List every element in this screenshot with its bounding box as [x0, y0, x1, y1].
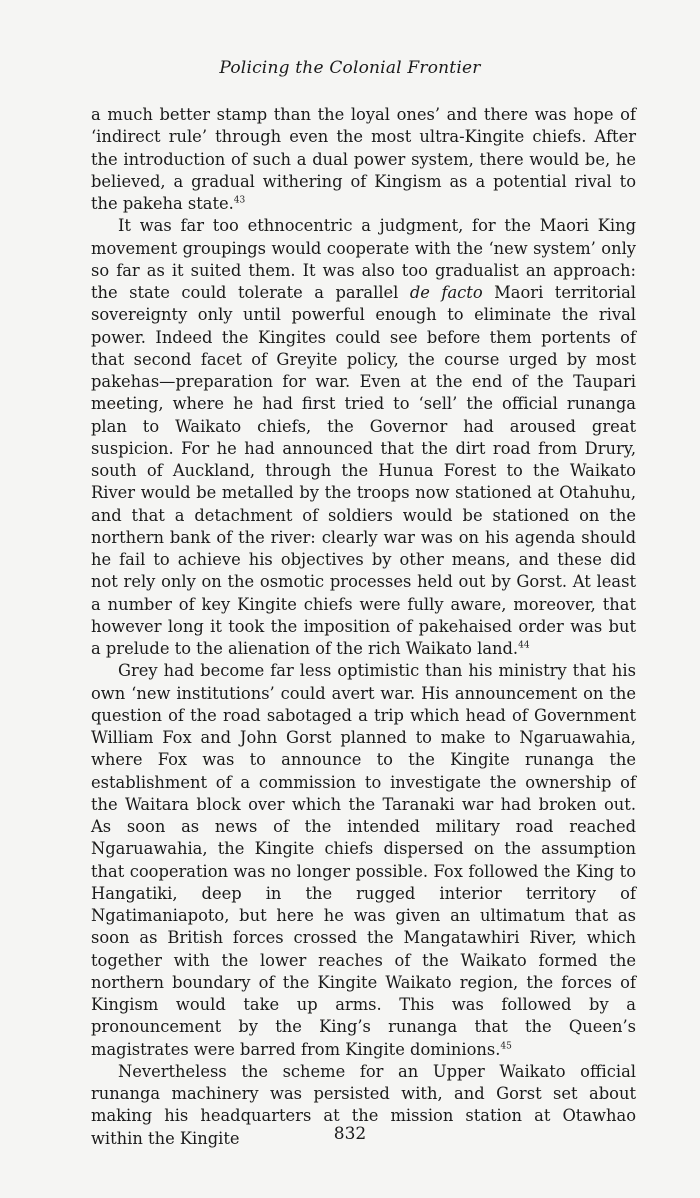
footnote-ref-44: 44	[518, 640, 530, 651]
page-number: 832	[333, 1124, 367, 1144]
paragraph-2-text-b: Maori territorial sovereignty only until powerful enough to eliminate the rival power. Indeed the Kingites could see before them portents of that second facet of Greyite policy, the course urged by most pakehas—preparation for war. Even at the end of the Taupari meeting, where he had first tried to ‘sell’ the official runanga plan to Waikato chiefs, the Governor had aroused great suspicion. For he had announced that the dirt road from Drury, south of Auckland, through the Hunua Forest to the Waikato River would be metalled by the troops now stationed at Otahuhu, and that a detachment of soldiers would be stationed on the northern bank of the river: clearly war was on his agenda should he fail to achieve his objectives by other means, and these did not rely only on the osmotic processes held out by Gorst. At least a number of key Kingite chiefs were fully aware, moreover, that however long it took the imposition of pakehaised order was but a prelude to the alienation of the rich Waikato land.	[91, 283, 636, 658]
paragraph-3	[91, 660, 636, 1061]
footnote-ref-43: 43	[233, 195, 246, 206]
running-head: Policing the Colonial Frontier	[219, 58, 481, 78]
paragraph-1-text: a much better stamp than the loyal ones’ and there was hope of ‘indirect rule’ through even the most ultra-Kingite chiefs. After the introduction of such a dual power system, there would be, he believed, a gradual withering of Kingism as a potential rival to the pakeha state.	[91, 105, 636, 213]
paragraph-3-text: Grey had become far less optimistic than his ministry that his own ‘new institutions’ could avert war. His announcement on the question of the road sabotaged a trip which head of Government William Fox and John Gorst planned to make to Ngaruawahia, where Fox was to announce to the Kingite runanga the establishment of a commission to investigate the ownership of the Waitara block over which the Taranaki war had broken out. As soon as news of the intended military road reached Ngaruawahia, the Kingite chiefs dispersed on the assumption that cooperation was no longer possible. Fox followed the King to Hangatiki, deep in the rugged interior territory of Ngatimaniapoto, but here he was given an ultimatum that as soon as British forces crossed the Mangatawhiri River, which together with the lower reaches of the Waikato formed the northern boundary of the Kingite Waikato region, the forces of Kingism would take up arms. This was followed by a pronouncement by the King’s runanga that the Queen’s magistrates were barred from Kingite dominions.	[91, 661, 636, 1059]
paragraph-1	[91, 104, 636, 215]
paragraph-2-text-a: It was far too ethnocentric a judgment, for the Maori King movement groupings would cooperate with the ‘new system’ only so far as it suited them. It was also too gradualist an approach: the state could tolerate a parallel	[91, 216, 636, 302]
footnote-ref-45: 45	[500, 1041, 512, 1052]
paragraph-2-italic: de facto	[409, 283, 483, 302]
paragraph-2	[91, 215, 636, 660]
paragraph-4-text: Nevertheless the scheme for an Upper Waikato official runanga machinery was persisted with, and Gorst set about making his headquarters at the mission station at Otawhao within the Kingite	[91, 1061, 636, 1148]
body-text	[91, 104, 636, 1150]
